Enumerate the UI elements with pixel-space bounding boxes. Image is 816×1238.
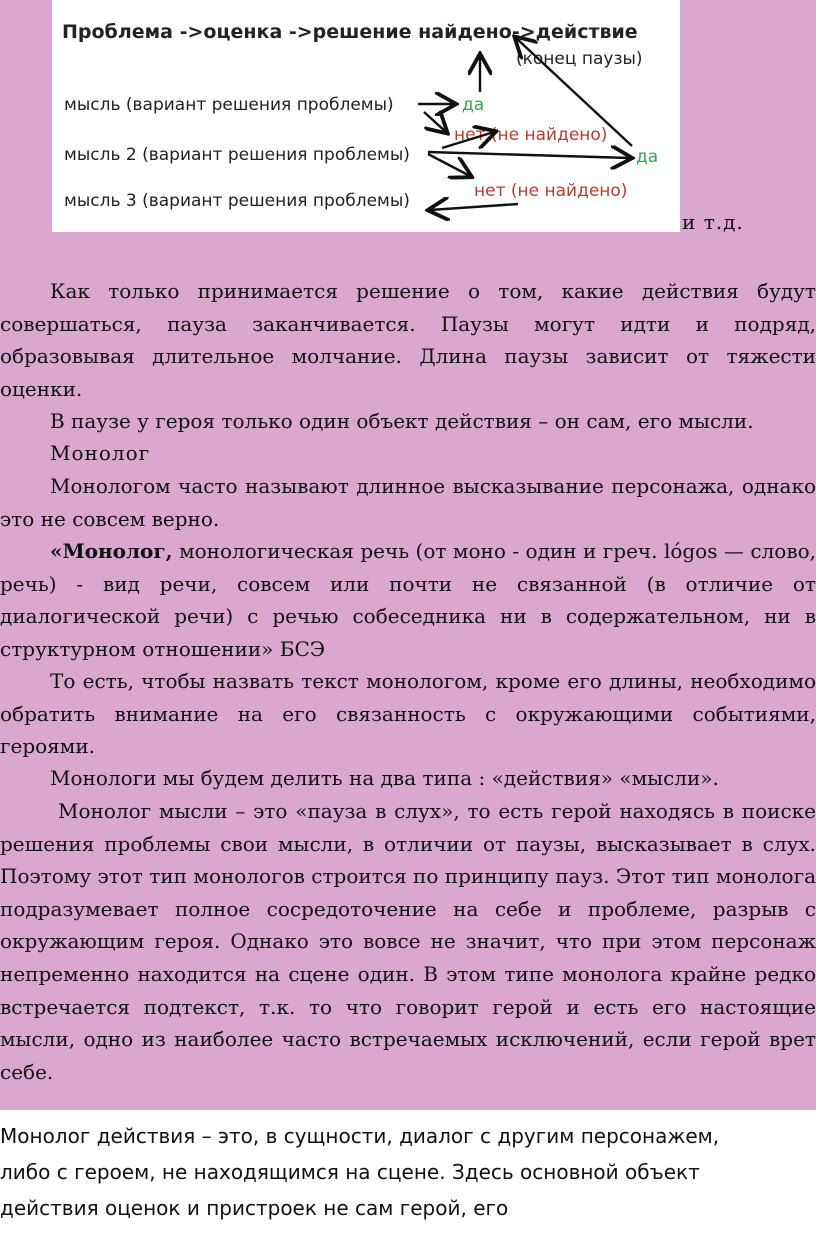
paragraph-pause-end: Как только принимается решение о том, какие действия будут совершаться, пауза заканчивается. Паузы могут идти и подряд, образовывая длительное молчание. Длина паузы зависит от тяжести оценки.: [0, 279, 816, 401]
arrow-thought2-no: [428, 154, 470, 176]
text-line: либо с героем, не находящимся на сцене. Здесь основной объект: [0, 1160, 700, 1184]
end-pause-label: (конец паузы): [516, 49, 643, 69]
no-label-2: нет (не найдено): [474, 181, 628, 201]
thought-2: мысль 2 (вариант решения проблемы): [64, 145, 410, 165]
yes-label-2: да: [636, 147, 659, 167]
diagram-svg: [52, 0, 680, 232]
diagram-header: Проблема ->оценка ->решение найдено->действие: [62, 21, 638, 43]
text-line: действия оценок и пристроек не сам герой, его: [0, 1196, 509, 1220]
paragraph-pause-object: В паузе у героя только один объект действия – он сам, его мысли.: [50, 409, 754, 433]
thought-1: мысль (вариант решения проблемы): [64, 95, 394, 115]
thought-3: мысль 3 (вариант решения проблемы): [64, 191, 410, 211]
paragraph-monolog-connection: То есть, чтобы назвать текст монологом, кроме его длины, необходимо обратить внимание на его связанность с окружающими событиями, героями.: [0, 669, 816, 759]
text-line: Монолог действия – это, в сущности, диалог с другим персонажем,: [0, 1124, 720, 1148]
arrow-thought1-no: [424, 112, 446, 132]
paragraph-monolog-definition: Монологом часто называют длинное высказывание персонажа, однако это не совсем верно.: [0, 474, 816, 531]
quote-text: монологическая речь (от моно - один и греч. lógos — слово, речь) - вид речи, совсем или почти не связанной (в отличие от диалогической речи) с речью собеседника ни в содержательном, ни в структурном отношении» БСЭ: [0, 539, 816, 661]
yes-label-1: да: [462, 95, 485, 115]
arrow-no2-to-thought3: [430, 204, 518, 210]
action-monolog-text: [0, 1118, 816, 1226]
decision-diagram: [52, 0, 680, 232]
heading-monolog: Монолог: [50, 441, 151, 465]
no-label-1: нет (не найдено): [454, 125, 608, 145]
etc-label: и т.д.: [682, 210, 744, 234]
paragraph-monolog-types: Монологи мы будем делить на два типа : «действия» «мысли».: [50, 766, 719, 790]
paragraph-thought-monolog: Монолог мысли – это «пауза в слух», то есть герой находясь в поиске решения проблемы свои мысли, в отличии от паузы, высказывает в слух. Поэтому этот тип монологов строится по принципу пауз. Этот тип монолога подразумевает полное сосредоточение на себе и проблеме, разрыв с окружающим героя. Однако это вовсе не значит, что при этом персонаж непременно находится на сцене один. В этом типе монолога крайне редко встречается подтекст, т.к. то что говорит герой и есть его настоящие мысли, одно из наиболее часто встречаемых исключений, если герой врет себе.: [0, 799, 816, 1084]
arrow-thought2-yes: [428, 152, 630, 158]
quote-bold-term: «Монолог,: [50, 539, 173, 563]
paragraph-bse-quote: [0, 535, 816, 665]
